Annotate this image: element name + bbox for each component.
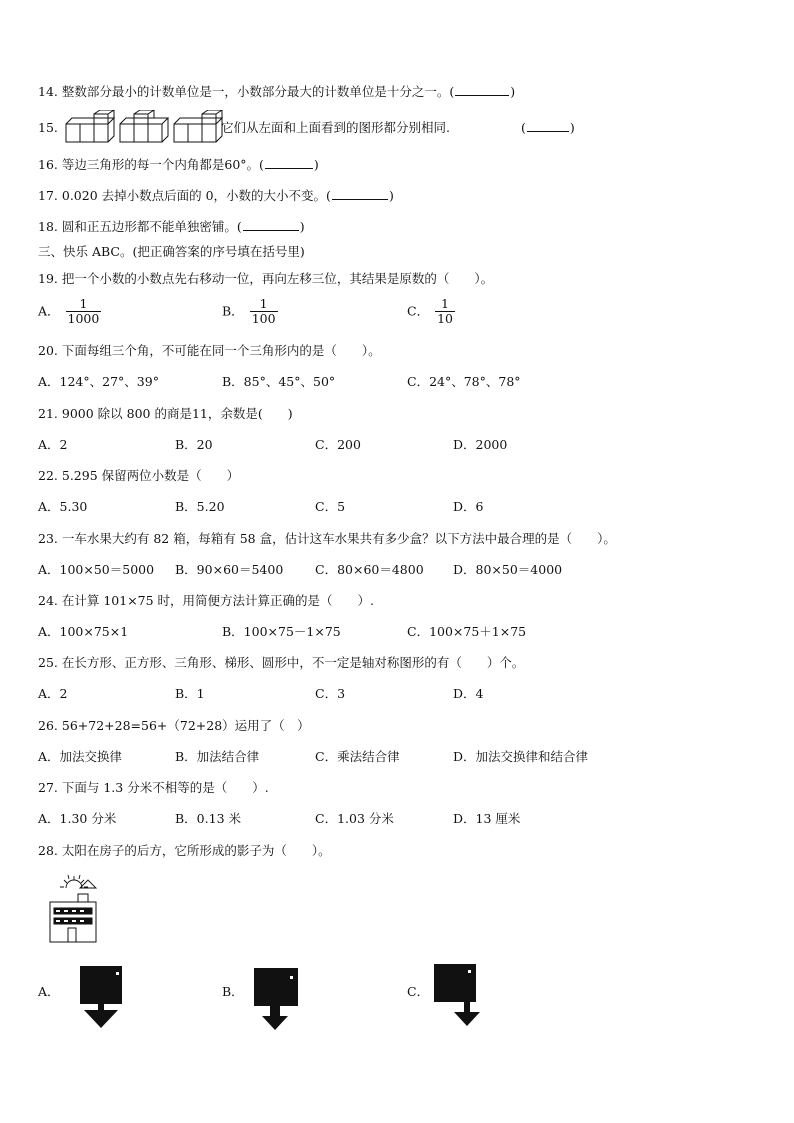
question-number: 26.	[38, 718, 58, 733]
question-25	[38, 655, 524, 671]
question-19	[38, 271, 493, 287]
question-14	[38, 84, 515, 100]
question-number: 21.	[38, 406, 58, 421]
option-b[interactable]: B．加法结合律	[175, 749, 260, 764]
question-27	[38, 780, 269, 796]
arrow-down-icon	[84, 1004, 118, 1028]
question-number: 18.	[38, 219, 58, 234]
option-d[interactable]: D．6	[453, 499, 484, 514]
question-text: 圆和正五边形都不能单独密铺。(	[61, 219, 242, 234]
cube-figure-1	[66, 110, 114, 142]
fraction: $\frac{1}{10}$	[437, 296, 453, 326]
option-b[interactable]: B．20	[175, 437, 213, 452]
option-b[interactable]: B．5.20	[175, 499, 225, 514]
fraction: $\frac{1}{1000}$	[67, 296, 100, 326]
answer-blank[interactable]	[527, 120, 569, 132]
question-number: 20.	[38, 343, 58, 358]
option-d[interactable]: D．加法交换律和结合律	[453, 749, 589, 764]
option-b[interactable]: B．1	[175, 686, 205, 701]
house-with-sun-illustration	[46, 874, 102, 944]
question-number: 22.	[38, 468, 58, 483]
question-21	[38, 406, 293, 422]
option-a[interactable]: A．124°、27°、39°	[38, 374, 159, 389]
shadow-option-b-image	[252, 968, 302, 1034]
question-text: 56+72+28=56+（72+28）运用了（ ）	[61, 718, 310, 733]
option-c[interactable]: C． $\frac{1}{10}$	[407, 296, 453, 326]
option-b[interactable]: B．100×75－1×75	[222, 624, 341, 639]
question-number: 25.	[38, 655, 58, 670]
question-number: 15.	[38, 120, 58, 135]
question-text: 太阳在房子的后方，它所形成的影子为（ ）。	[61, 843, 331, 858]
question-text: 整数部分最小的计数单位是一，小数部分最大的计数单位是十分之一。(	[61, 84, 455, 99]
cube-figure-3	[174, 110, 222, 142]
question-text: 一车水果大约有 82 箱，每箱有 58 盒，估计这车水果共有多少盒？以下方法中最合理的是（ ）。	[61, 531, 616, 546]
option-c[interactable]: C．5	[315, 499, 346, 514]
question-20	[38, 343, 381, 359]
house-icon	[50, 894, 96, 942]
question-number: 24.	[38, 593, 58, 608]
option-c[interactable]: C．24°、78°、78°	[407, 374, 521, 389]
option-b[interactable]: B． $\frac{1}{100}$	[222, 296, 276, 326]
question-16: 16. 等边三角形的每一个内角都是60°。( )	[38, 157, 319, 172]
option-b[interactable]: B．90×60＝5400	[175, 562, 284, 577]
question-text: 9000 除以 800 的商是11，余数是( )	[61, 406, 293, 421]
answer-blank[interactable]	[243, 219, 299, 231]
question-28	[38, 843, 331, 859]
question-17: 17. 0.020 去掉小数点后面的 0，小数的大小不变。( )	[38, 188, 394, 203]
question-text: 它们从左面和上面看到的图形都分别相同.	[221, 120, 450, 135]
option-b[interactable]: B．	[222, 984, 244, 999]
shadow-option-c-image	[432, 964, 482, 1030]
question-23	[38, 531, 616, 547]
question-15	[38, 120, 58, 136]
option-a[interactable]: A．100×75×1	[38, 624, 129, 639]
question-22	[38, 468, 239, 484]
question-text: 下面与 1.3 分米不相等的是（ ）.	[61, 780, 269, 795]
question-15-answer: ( )	[521, 120, 575, 135]
option-a[interactable]: A．5.30	[38, 499, 88, 514]
question-number: 14.	[38, 84, 58, 99]
cube-figures	[64, 110, 224, 146]
arrow-down-icon	[454, 1002, 480, 1026]
paren-close: )	[510, 84, 516, 99]
option-c[interactable]: C．80×60＝4800	[315, 562, 424, 577]
question-number: 27.	[38, 780, 58, 795]
sun-icon	[60, 875, 96, 888]
question-number: 23.	[38, 531, 58, 546]
question-15-text-line	[221, 120, 450, 136]
option-d[interactable]: D．80×50＝4000	[453, 562, 563, 577]
question-text: 在计算 101×75 时，用简便方法计算正确的是（ ）.	[61, 593, 375, 608]
answer-blank[interactable]	[265, 157, 313, 169]
arrow-down-icon	[262, 1006, 288, 1030]
question-number: 19.	[38, 271, 58, 286]
section-heading: 三、快乐 ABC。(把正确答案的序号填在括号里)	[38, 244, 305, 259]
answer-blank[interactable]	[455, 84, 509, 96]
question-text: 0.020 去掉小数点后面的 0，小数的大小不变。(	[61, 188, 331, 203]
option-b[interactable]: B．85°、45°、50°	[222, 374, 336, 389]
question-number: 28.	[38, 843, 58, 858]
option-a[interactable]: A．2	[38, 437, 68, 452]
shadow-option-a-image	[76, 966, 126, 1030]
fraction: $\frac{1}{100}$	[251, 296, 276, 326]
option-d[interactable]: D．4	[453, 686, 484, 701]
question-text: 等边三角形的每一个内角都是60°。(	[61, 157, 264, 172]
option-a[interactable]: A．100×50＝5000	[38, 562, 155, 577]
option-d[interactable]: D．2000	[453, 437, 508, 452]
option-a[interactable]: A．2	[38, 686, 68, 701]
question-text: 5.295 保留两位小数是（ ）	[61, 468, 240, 483]
question-number: 17.	[38, 188, 58, 203]
question-number: 16.	[38, 157, 58, 172]
option-a[interactable]: A． $\frac{1}{1000}$	[38, 296, 100, 326]
question-18: 18. 圆和正五边形都不能单独密铺。( )	[38, 219, 305, 234]
option-c[interactable]: C．	[407, 984, 430, 999]
question-26	[38, 718, 310, 734]
answer-blank[interactable]	[332, 188, 388, 200]
option-c[interactable]: C．乘法结合律	[315, 749, 400, 764]
question-24	[38, 593, 374, 609]
question-text: 下面每组三个角，不可能在同一个三角形内的是（ ）。	[61, 343, 381, 358]
option-c[interactable]: C．100×75＋1×75	[407, 624, 527, 639]
option-c[interactable]: C．3	[315, 686, 346, 701]
question-text: 在长方形、正方形、三角形、梯形、圆形中，不一定是轴对称图形的有（ ）个。	[61, 655, 525, 670]
cube-figure-2	[120, 110, 168, 142]
option-a[interactable]: A．	[38, 984, 60, 999]
option-a[interactable]: A．加法交换律	[38, 749, 123, 764]
option-b[interactable]: B．0.13 米	[175, 811, 241, 826]
option-d[interactable]: D．13 厘米	[453, 811, 521, 826]
question-text: 把一个小数的小数点先右移动一位，再向左移三位，其结果是原数的（ ）。	[61, 271, 494, 286]
option-c[interactable]: C．200	[315, 437, 361, 452]
option-c[interactable]: C．1.03 分米	[315, 811, 394, 826]
option-a[interactable]: A．1.30 分米	[38, 811, 117, 826]
